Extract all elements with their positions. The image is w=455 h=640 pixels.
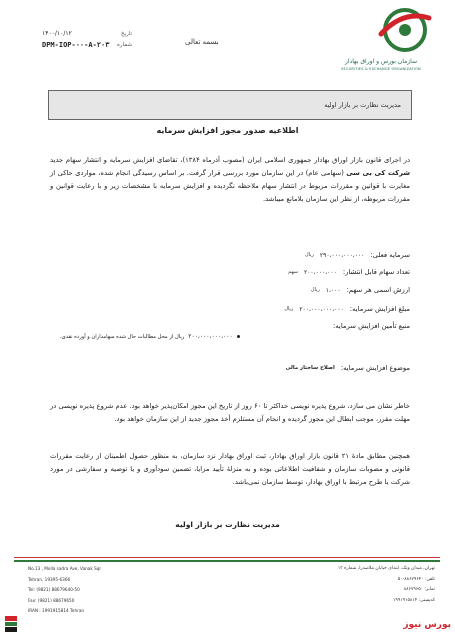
footer-fa-postal: کدپستی: ۱۹۹۱۹۱۵۸۱۴ [393, 597, 435, 603]
funding-amount: ۲۰۰،۰۰۰،۰۰۰،۰۰۰ [188, 333, 233, 340]
footer-english-address [28, 564, 178, 617]
funding-value-row [60, 333, 240, 340]
subject-label: موضوع افزایش سرمایه: [340, 364, 410, 372]
field-funding-source [110, 320, 410, 332]
footer-en-iran: IRAN : 1991915814 Tehran [28, 608, 85, 613]
corner-mark-icon [5, 616, 17, 632]
nominal-unit: ریال [310, 287, 320, 293]
footer-en-tel: Tel: (9821) 88679640-50 [28, 587, 80, 592]
number-row [42, 39, 132, 50]
logo-text-english: SECURITIES & EXCHANGE ORGANIZATION [341, 67, 421, 71]
field-shares [110, 266, 410, 278]
current-capital-value: ۲۹۰،۰۰۰،۰۰۰،۰۰۰ [319, 251, 365, 259]
footer-fa-fax: نمابر: ۸۸۶۷۹۶۵۰ [403, 587, 435, 592]
letter-meta [42, 28, 132, 50]
bismillah-heading: بسمه تعالی [185, 38, 219, 46]
number-value: DPM-IOP-۰۰-A-۲۰۳ [42, 40, 110, 49]
field-current-capital [110, 249, 410, 261]
paragraph-intro [50, 154, 410, 206]
footer-divider-green [14, 560, 440, 562]
nominal-label: ارزش اسمی هر سهم: [346, 286, 410, 294]
logo-text-persian: سازمان بورس و اوراق بهادار [344, 58, 417, 65]
watermark-logo-text: بورس نیوز [403, 620, 451, 630]
footer-persian-address [235, 564, 435, 606]
field-capital-increase [110, 303, 410, 315]
date-label: تاریخ [121, 30, 132, 37]
footer-en-address: No.13 , Molla sadra Ave, Vanak Sqr [28, 566, 102, 571]
funding-description: ریال از محل مطالبات حال شده سهامداران و آورده نقدی، [60, 333, 185, 340]
shares-label: تعداد سهام قابل انتشار: [342, 268, 410, 276]
current-capital-label: سرمایه فعلی: [370, 251, 410, 259]
paragraph-registration: همچنین مطابق مادهٔ ۲۱ قانون بازار اوراق بهادار، ثبت اوراق بهادار نزد سازمان، به منظور حصول اطمینان از رعایت مقررات قانونی و مصوبات سازمان و شفافیت اطلاعاتی بوده و به منزلهٔ تأیید مزایا، تضمین سودآوری و یا توصیه و سفارشی در مورد شرکت یا طرح مرتبط با اوراق بهادار، توسط سازمان نمی‌باشد. [50, 452, 410, 486]
increase-value: ۲۰۰،۰۰۰،۰۰۰،۰۰۰ [299, 305, 344, 313]
footer-en-fax: Fax: (9821) 88679650 [28, 597, 75, 603]
increase-unit: ریال [284, 306, 294, 312]
seo-logo-icon [373, 4, 433, 60]
signature-unit: مدیریت نظارت بر بازار اولیه [175, 520, 280, 529]
date-row [42, 28, 132, 39]
recipient-box [48, 90, 412, 120]
shares-unit: سهم [288, 269, 298, 275]
company-name: شرکت کی بی سی [346, 169, 411, 177]
bullet-icon [237, 335, 240, 338]
paragraph-deadline: خاطر نشان می سازد، شروع پذیره نویسی حداکثر تا ۶۰ روز از تاریخ این مجوز امکان‌پذیر خواهد بود. عدم شروع پذیره نویسی در مهلت مقرر، موجب ابطال این مجوز گردیده و انجام آن مستلزم أخذ مجوز جدید از این سازمان خواهد بود. [50, 402, 410, 423]
shares-value: ۲۰۰،۰۰۰،۰۰۰ [303, 268, 337, 276]
date-value: ۱۴۰۰/۱۰/۱۲ [42, 30, 72, 37]
footer-divider-red [14, 557, 440, 558]
footer-en-city: Tehran, 19395-6366 [28, 576, 71, 582]
increase-label: مبلغ افزایش سرمایه: [349, 305, 410, 313]
intro-text-before: در اجرای قانون بازار اوراق بهادار جمهوری اسلامی ایران (مصوب آذرماه ۱۳۸۴)، تقاضای افزایش سرمایه و انتشار سهام جدید [50, 156, 410, 164]
intro-text-after: (سهامی عام) در این سازمان مورد بررسی قرار گرفت. بر اساس رسیدگی انجام شده، مواردی حاکی از مغایرت با قوانین و مقررات مربوط در انتشار سهام ملاحظه نگردیده و افزایش سرمایه با مشخصات زیر و با رعایت قوانین و مقررات مربوطه، از نظر این سازمان بلامانع میباشد. [50, 169, 410, 203]
funding-label: منبع تأمین افزایش سرمایه: [333, 322, 410, 330]
subject-value: اصلاح ساختار مالی [285, 365, 335, 371]
current-capital-unit: ریال [304, 252, 314, 258]
field-subject [110, 362, 410, 374]
footer-fa-address: تهران، میدان ونک، ابتدای خیابان ملاصدرا، شماره ۱۳ [337, 566, 435, 571]
field-nominal-value [110, 284, 410, 296]
document-title: اطلاعیه صدور مجوز افزایش سرمایه [156, 126, 299, 135]
number-label: شماره [116, 41, 132, 48]
footer-fa-tel: تلفن: ۸۸۶۷۹۶۴۰-۵۰ [397, 576, 435, 582]
nominal-value: ۱،۰۰۰ [325, 286, 341, 294]
recipient-text: مدیریت نظارت بر بازار اولیه [324, 101, 401, 109]
